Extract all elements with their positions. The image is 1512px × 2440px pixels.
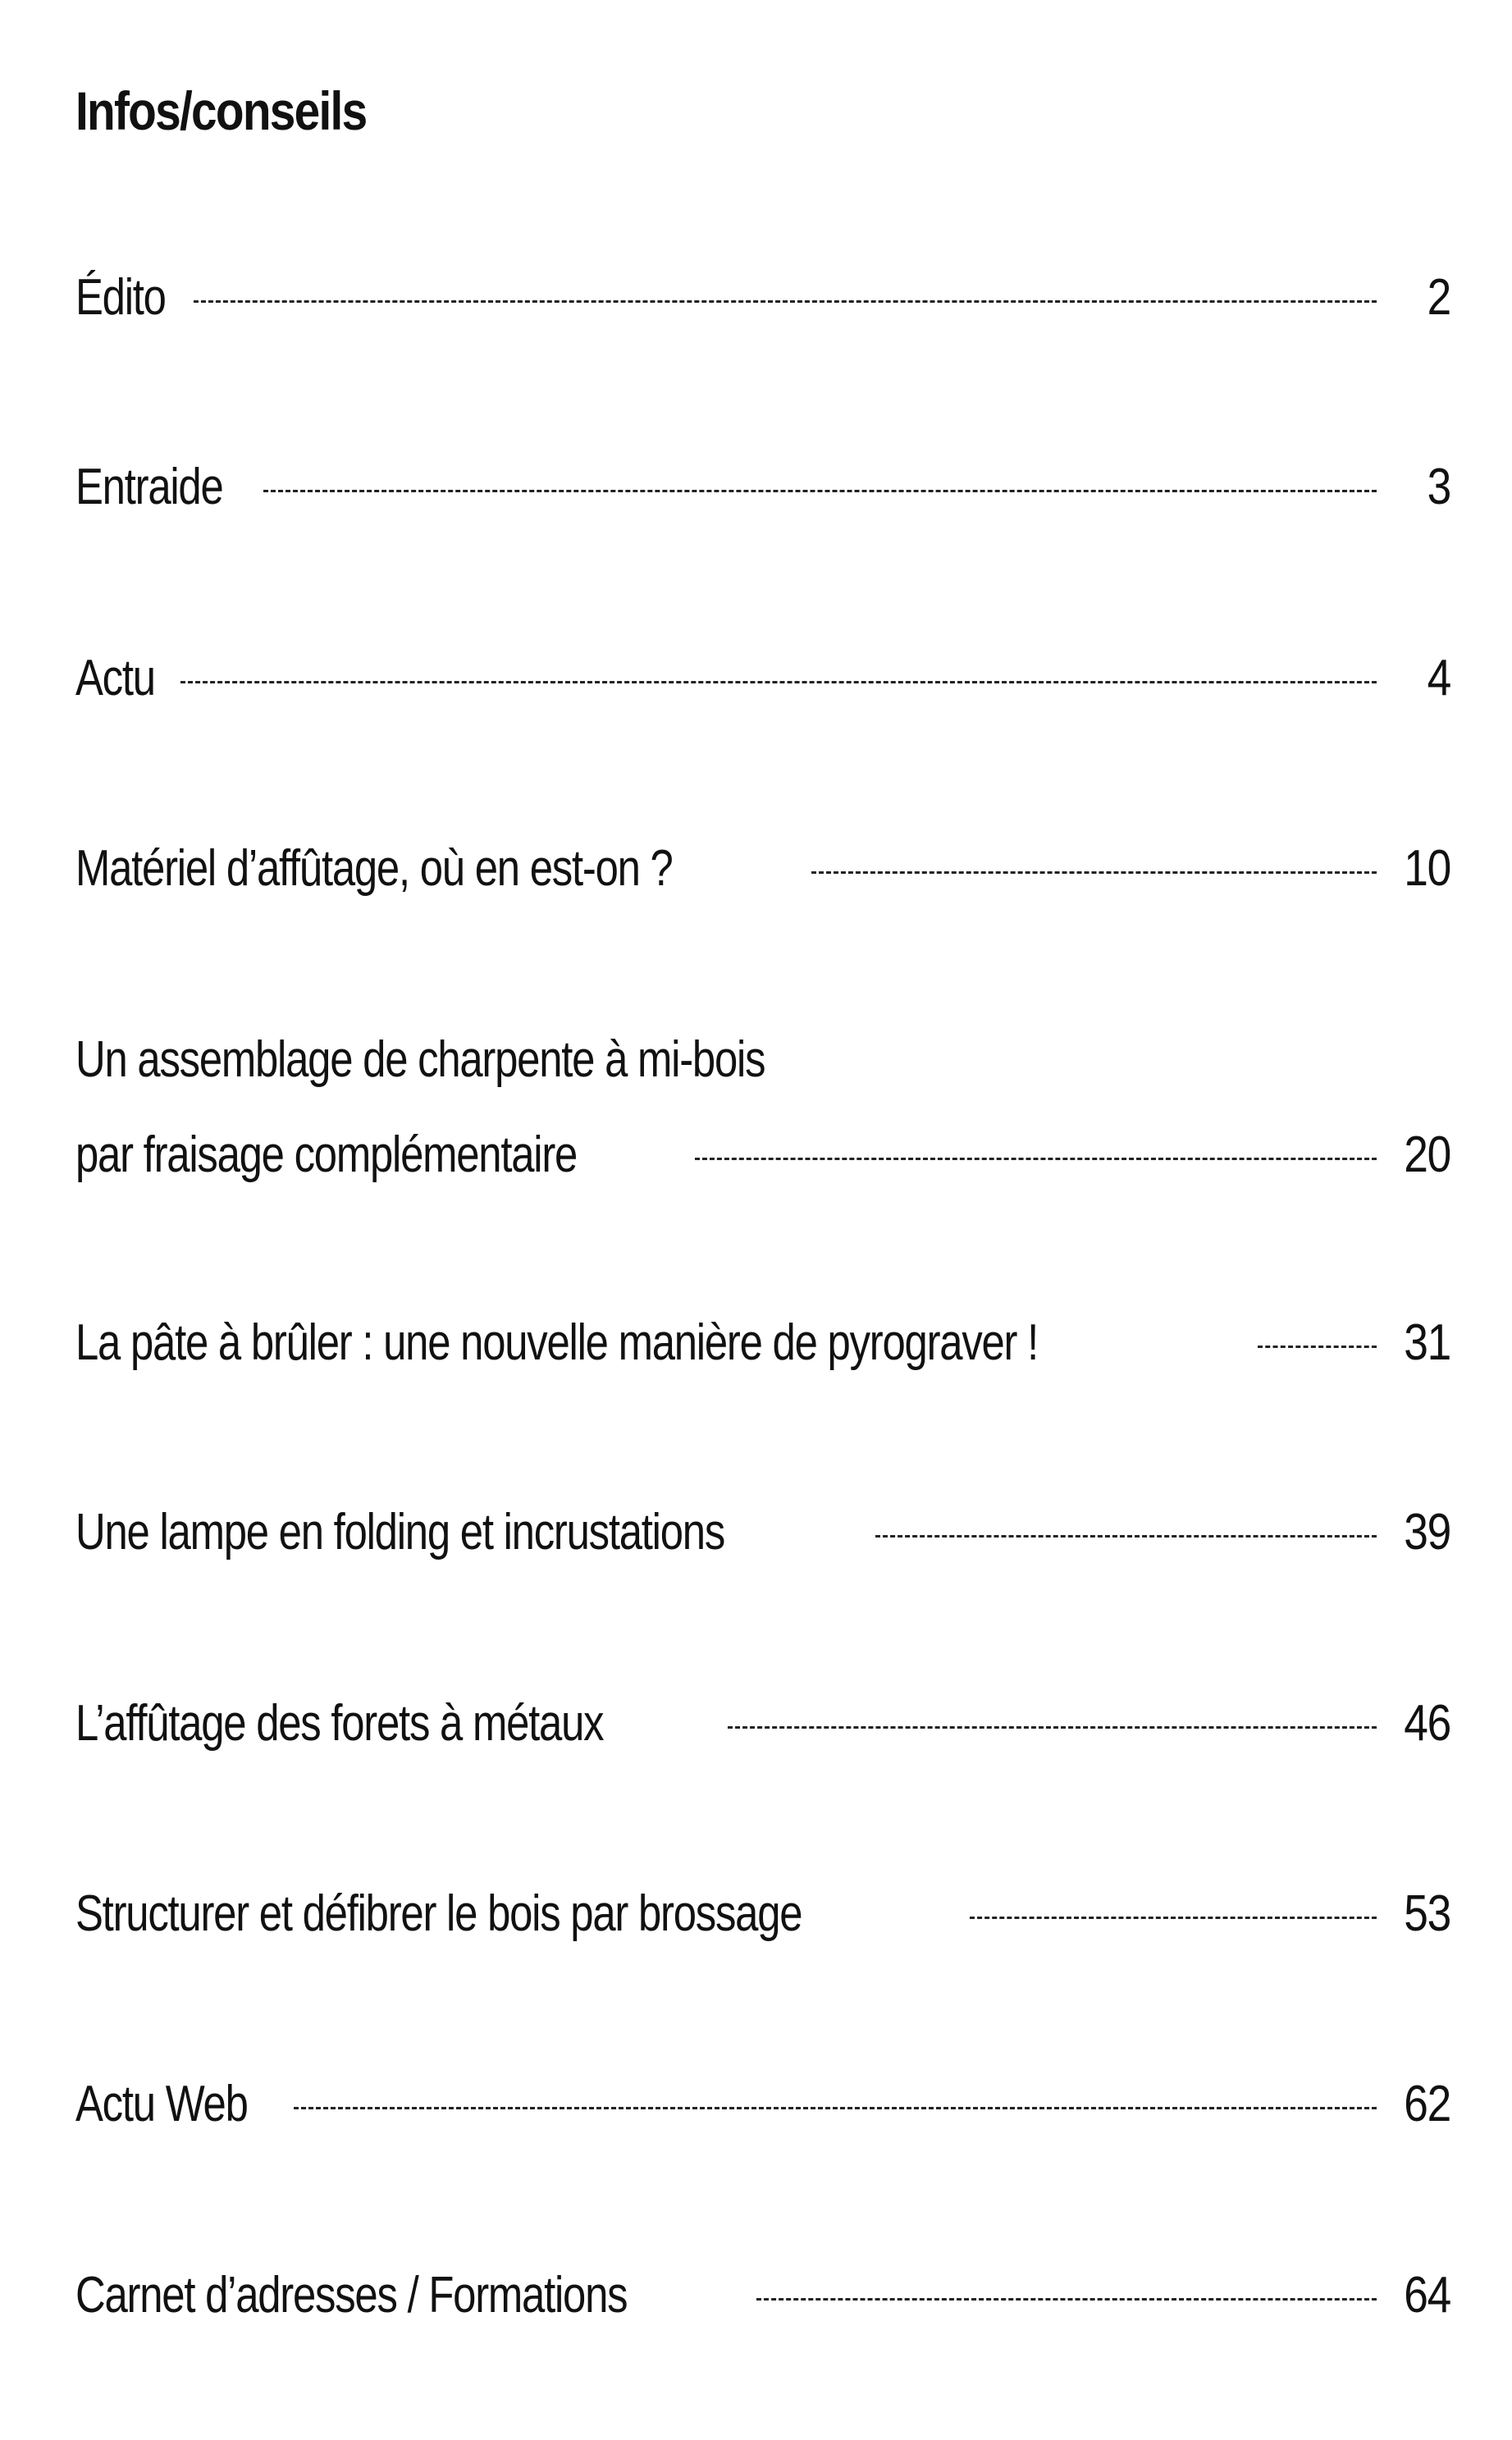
toc-entry-carnet-adresses[interactable]	[75, 2263, 1450, 2328]
toc-entry-structurer-bois[interactable]	[75, 1881, 1450, 1947]
toc-entry-page-number: 31	[1404, 1314, 1450, 1371]
dotted-leader	[294, 2107, 1377, 2109]
toc-entry-page-number: 10	[1404, 840, 1450, 897]
dotted-leader	[695, 1158, 1377, 1160]
toc-entry-page-number: 39	[1404, 1504, 1450, 1560]
toc-entry-title: Entraide	[75, 459, 223, 515]
dotted-leader	[180, 681, 1377, 683]
toc-entry-title: La pâte à brûler : une nouvelle manière de pyrograver !	[75, 1314, 1039, 1371]
toc-entry-page-number: 46	[1404, 1695, 1450, 1752]
dotted-leader	[970, 1917, 1377, 1919]
toc-entry-materiel-affutage[interactable]	[75, 836, 1450, 902]
section-title: Infos/conseils	[75, 80, 367, 141]
dotted-leader	[728, 1726, 1377, 1729]
dotted-leader	[263, 490, 1377, 492]
toc-entry-page-number: 20	[1404, 1126, 1450, 1183]
toc-entry-title: Matériel d’affûtage, où en est-on ?	[75, 840, 673, 897]
toc-entry-page-number: 3	[1427, 459, 1450, 515]
toc-entry-page-number: 2	[1427, 269, 1450, 326]
toc-entry-assemblage-charpente[interactable]	[75, 1027, 1450, 1188]
toc-entry-page-number: 4	[1427, 650, 1450, 706]
toc-entry-edito[interactable]	[75, 265, 1450, 331]
toc-entry-title-line2: par fraisage complémentaire	[75, 1126, 578, 1183]
toc-entry-actu[interactable]	[75, 646, 1450, 711]
toc-entry-lampe-folding[interactable]	[75, 1500, 1450, 1565]
toc-entry-page-number: 53	[1404, 1885, 1450, 1942]
toc-entry-page-number: 62	[1404, 2076, 1450, 2132]
dotted-leader	[194, 300, 1377, 303]
dotted-leader	[875, 1535, 1377, 1538]
toc-entry-title: Une lampe en folding et incrustations	[75, 1504, 725, 1560]
toc-entry-entraide[interactable]	[75, 455, 1450, 520]
toc-entry-title: Actu	[75, 650, 155, 706]
dotted-leader	[811, 871, 1377, 874]
toc-entry-page-number: 64	[1404, 2267, 1450, 2323]
dotted-leader	[1258, 1346, 1377, 1348]
toc-entry-title: Édito	[75, 269, 166, 326]
toc-entry-title: Carnet d’adresses / Formations	[75, 2267, 628, 2323]
toc-entry-actu-web[interactable]	[75, 2072, 1450, 2137]
toc-entry-title: Structurer et défibrer le bois par brossage	[75, 1885, 802, 1942]
toc-entry-pate-a-bruler[interactable]	[75, 1310, 1450, 1376]
toc-entry-title-line1: Un assemblage de charpente à mi-bois	[75, 1031, 765, 1088]
dotted-leader	[756, 2298, 1377, 2301]
toc-entry-affutage-forets[interactable]	[75, 1691, 1450, 1757]
toc-entry-title: L’affûtage des forets à métaux	[75, 1695, 604, 1752]
toc-entry-title: Actu Web	[75, 2076, 248, 2132]
